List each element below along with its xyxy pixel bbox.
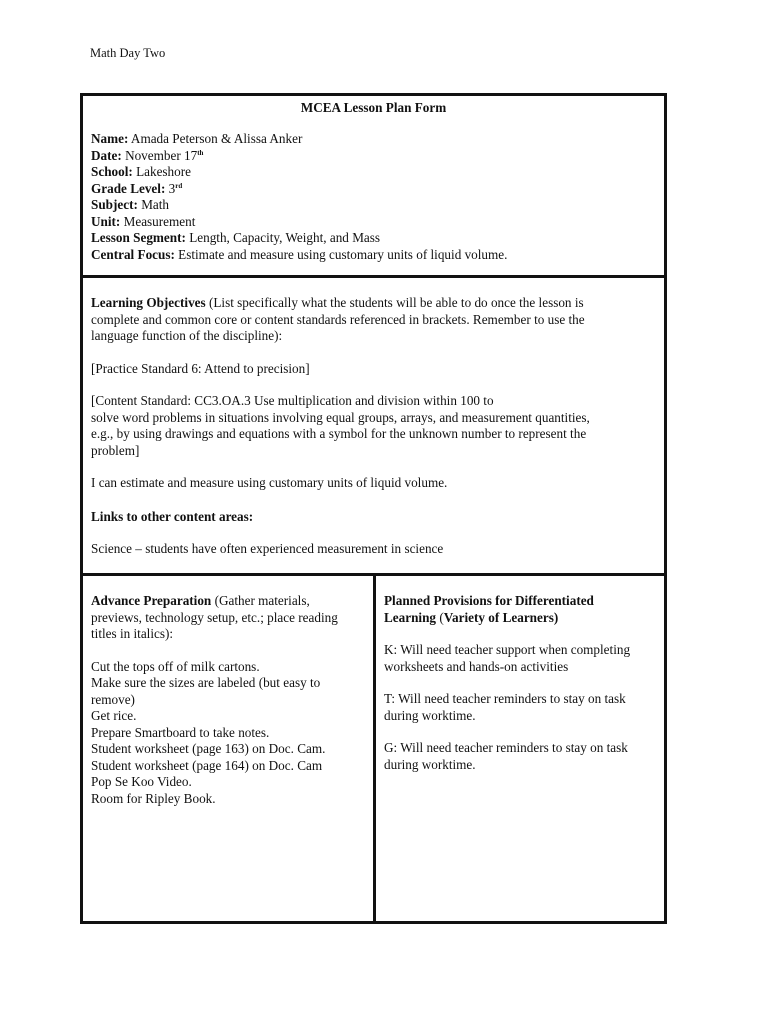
objectives-intro: Learning Objectives (List specifically what the students will be able to do once the lesson is complete and common core or content standards referenced in brackets. Remember to use the language function of the discipline): (91, 295, 585, 343)
field-school: School: Lakeshore (91, 164, 191, 179)
differentiation-heading: Planned Provisions for Differentiated Learning (Variety of Learners) (384, 593, 594, 625)
field-date: Date: November 17th (91, 147, 204, 163)
list-item: Pop Se Koo Video. (91, 774, 192, 789)
differentiation-entry-t: T: Will need teacher reminders to stay on task during worktime. (384, 691, 626, 723)
field-name: Name: Amada Peterson & Alissa Anker (91, 131, 303, 146)
links-heading: Links to other content areas: (91, 508, 254, 524)
field-lesson-segment: Lesson Segment: Length, Capacity, Weight, and Mass (91, 230, 381, 245)
list-item: Prepare Smartboard to take notes. (91, 724, 270, 740)
practice-standard: [Practice Standard 6: Attend to precision] (91, 360, 310, 376)
page-header: Math Day Two (90, 46, 166, 60)
bottom-section (83, 576, 664, 921)
advance-preparation-body (91, 593, 365, 807)
advance-preparation-cell (83, 576, 376, 921)
differentiation-cell (376, 576, 664, 921)
field-unit: Unit: Measurement (91, 213, 196, 229)
field-central-focus: Central Focus: Estimate and measure using customary units of liquid volume. (91, 246, 508, 262)
learning-objectives-section (83, 278, 664, 576)
i-can-statement: I can estimate and measure using customary units of liquid volume. (91, 475, 448, 490)
form-title: MCEA Lesson Plan Form (300, 100, 447, 115)
advance-preparation-intro: Advance Preparation (Gather materials, previews, technology setup, etc.; place reading titles in italics): (91, 593, 338, 641)
list-item: Get rice. (91, 708, 137, 723)
content-standard: [Content Standard: CC3.OA.3 Use multiplication and division within 100 to solve word problems in situations involving equal groups, arrays, and measurement quantities, e.g., by using drawings and equations with a symbol for the unknown number to represent the problem] (91, 393, 590, 458)
list-item: remove) (91, 691, 135, 707)
lesson-plan-form (80, 93, 667, 924)
differentiation-entry-k: K: Will need teacher support when completing worksheets and hands-on activities (384, 642, 631, 674)
differentiation-entry-g: G: Will need teacher reminders to stay on task during worktime. (384, 740, 628, 772)
info-section (83, 96, 664, 278)
advance-preparation-list (91, 659, 365, 808)
list-item: Make sure the sizes are labeled (but easy to (91, 675, 321, 690)
info-fields (91, 131, 507, 263)
field-subject: Subject: Math (91, 197, 170, 212)
list-item: Cut the tops off of milk cartons. (91, 658, 260, 674)
links-text: Science – students have often experienced measurement in science (91, 541, 444, 556)
learning-objectives-body (91, 295, 656, 558)
list-item: Student worksheet (page 164) on Doc. Cam (91, 757, 323, 773)
differentiation-body (384, 593, 656, 773)
list-item: Room for Ripley Book. (91, 790, 216, 806)
list-item: Student worksheet (page 163) on Doc. Cam. (91, 741, 326, 756)
field-grade-level: Grade Level: 3rd (91, 180, 183, 196)
